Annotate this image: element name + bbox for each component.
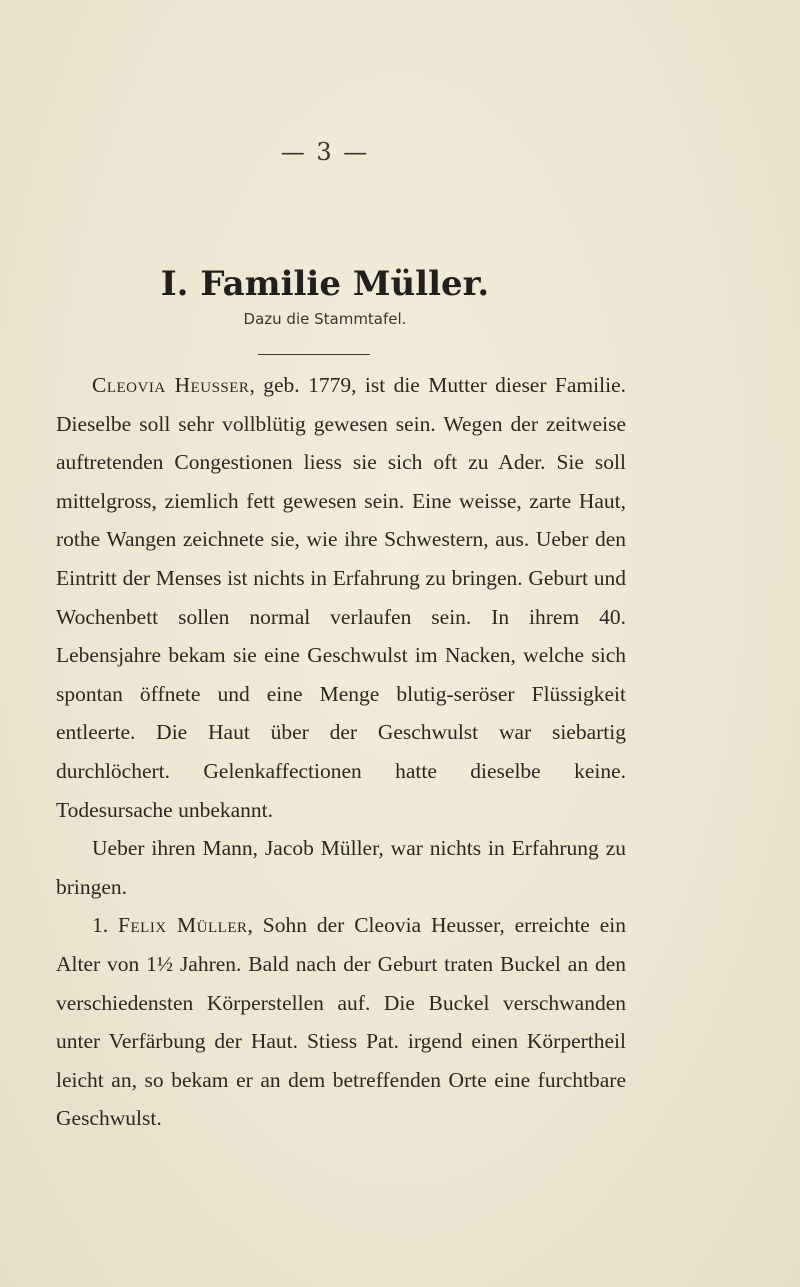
chapter-subheading: Dazu die Stammtafel. [243, 310, 407, 328]
paragraph-text: Ueber ihren Mann, Jacob Müller, war nichts in Erfahrung zu bringen. [56, 836, 626, 899]
paragraph-text: , geb. 1779, ist die Mutter dieser Familie. Dieselbe soll sehr vollblütig gewesen sein. Wegen der zeitweise auftretenden Congestionen liess sie sich oft zu Ader. Sie soll mittelgross, ziemlich fett gewesen sein. Eine weisse, zarte Haut, rothe Wangen zeichnete sie, wie ihre Schwestern, aus. Ueber den Eintritt der Menses ist nichts in Erfahrung zu bringen. Geburt und Wochenbett sollen normal verlaufen sein. In ihrem 40. Lebensjahre bekam sie eine Geschwulst im Nacken, welche sich spontan öffnete und eine Menge blutig-seröser Flüssigkeit entleerte. Die Haut über der Geschwulst war siebartig durchlöchert. Gelenkaffectionen hatte dieselbe keine. Todesursache unbekannt. [56, 373, 626, 822]
body-text [56, 366, 626, 1138]
paragraph-text: , Sohn der Cleovia Heusser, erreichte ein Alter von 1½ Jahren. Bald nach der Geburt traten Buckel an den verschiedensten Körperstellen auf. Die Buckel verschwanden unter Verfärbung der Haut. Stiess Pat. irgend einen Körpertheil leicht an, so bekam er an dem betreffenden Orte eine furchtbare Geschwulst. [56, 913, 626, 1131]
paragraph-cleovia [56, 366, 626, 829]
heading-divider [258, 354, 370, 355]
page-number: — 3 — [280, 138, 370, 166]
paragraph-jacob [56, 829, 626, 906]
person-name: Felix Müller [118, 913, 248, 938]
paragraph-felix [56, 906, 626, 1138]
chapter-heading: I. Familie Müller. [160, 264, 490, 304]
paragraph-number: 1. [92, 913, 119, 938]
person-name: Cleovia Heusser [92, 373, 250, 397]
